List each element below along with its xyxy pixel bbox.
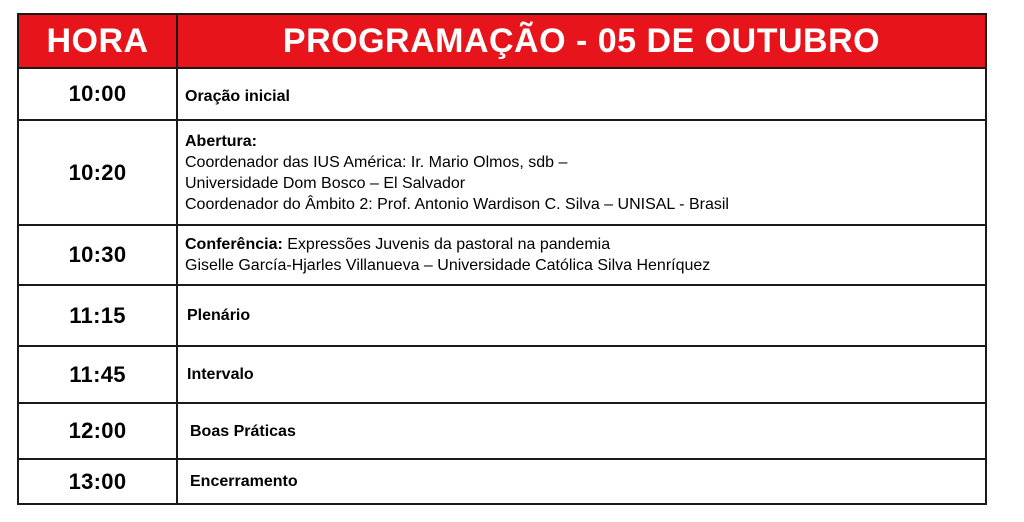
- hora-header: HORA: [18, 14, 177, 68]
- row-detail-line: Universidade Dom Bosco – El Salvador: [185, 174, 466, 192]
- row-description: [177, 403, 986, 459]
- row-description: [177, 120, 986, 225]
- row-time: 11:15: [18, 285, 177, 346]
- row-title: Conferência:: [185, 236, 283, 253]
- row-time: 10:20: [18, 120, 177, 225]
- row-time: 13:00: [18, 459, 177, 504]
- row-description: [177, 346, 986, 403]
- row-time: 10:00: [18, 68, 177, 120]
- row-title: Oração inicial: [185, 87, 290, 105]
- row-description: [177, 68, 986, 120]
- table-row: [18, 346, 986, 403]
- row-title: Abertura:: [185, 132, 258, 150]
- header-row: [18, 14, 986, 68]
- table-row: [18, 403, 986, 459]
- table-row: [18, 459, 986, 504]
- table-row: [18, 120, 986, 225]
- row-title: Plenário: [187, 307, 251, 324]
- schedule-title: PROGRAMAÇÃO - 05 DE OUTUBRO: [177, 14, 986, 68]
- row-time: 11:45: [18, 346, 177, 403]
- row-detail-line: Coordenador das IUS América: Ir. Mario Olmos, sdb –: [185, 153, 568, 171]
- row-description: [177, 225, 986, 285]
- table-row: [18, 68, 986, 120]
- row-detail-line: Coordenador do Âmbito 2: Prof. Antonio Wardison C. Silva – UNISAL - Brasil: [185, 195, 729, 213]
- schedule-table: [17, 13, 987, 505]
- row-description: [177, 459, 986, 504]
- row-description: [177, 285, 986, 346]
- row-detail-line: Giselle García-Hjarles Villanueva – Universidade Católica Silva Henríquez: [185, 257, 711, 274]
- row-time: 10:30: [18, 225, 177, 285]
- row-time: 12:00: [18, 403, 177, 459]
- row-title: Boas Práticas: [190, 422, 296, 440]
- table-row: [18, 285, 986, 346]
- row-title: Intervalo: [187, 366, 254, 383]
- row-title: Encerramento: [190, 473, 298, 490]
- row-subtitle: Expressões Juvenis da pastoral na pandemia: [282, 236, 611, 253]
- table-row: [18, 225, 986, 285]
